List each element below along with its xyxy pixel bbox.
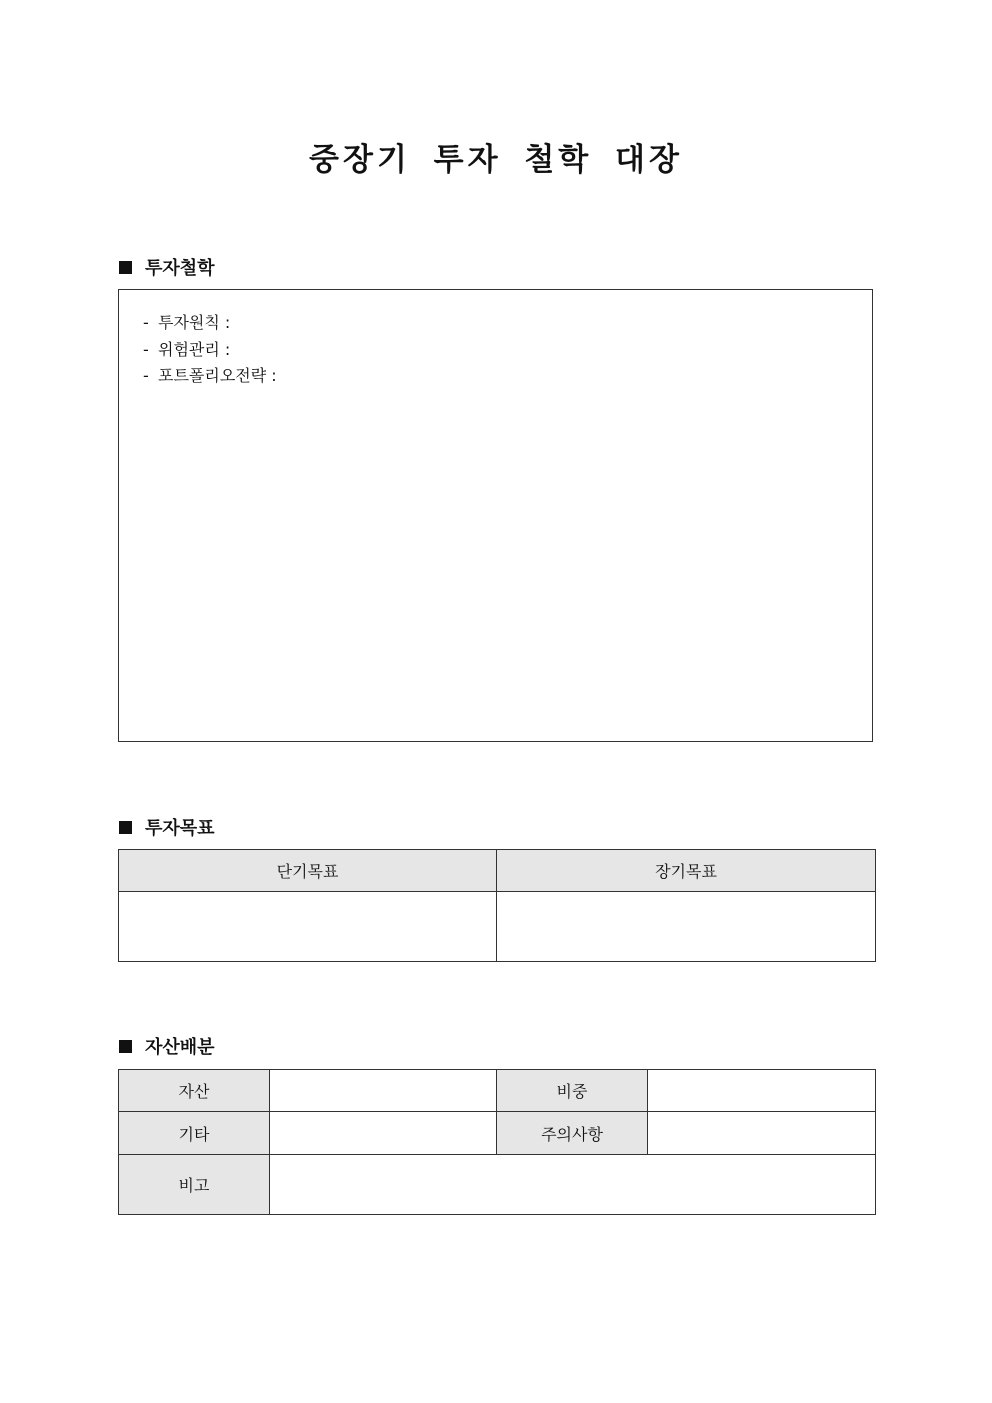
other-value-cell[interactable] — [270, 1112, 497, 1155]
philosophy-line-label: 위험관리 : — [158, 339, 231, 359]
caution-label: 주의사항 — [497, 1112, 648, 1155]
philosophy-box[interactable] — [118, 289, 873, 742]
philosophy-line-risk — [143, 337, 872, 364]
caution-value-cell[interactable] — [648, 1112, 876, 1155]
goals-table — [118, 849, 876, 962]
square-bullet-icon — [119, 1040, 132, 1053]
table-row — [119, 1112, 876, 1155]
note-label: 비고 — [119, 1155, 270, 1215]
asset-label: 자산 — [119, 1070, 270, 1112]
asset-value-cell[interactable] — [270, 1070, 497, 1112]
dash-mark: - — [143, 366, 149, 385]
philosophy-line-label: 포트폴리오전략 : — [158, 366, 277, 385]
philosophy-line-label: 투자원칙 : — [158, 313, 231, 332]
philosophy-line-principle — [143, 310, 872, 337]
note-value-cell[interactable] — [270, 1155, 876, 1215]
allocation-heading-label: 자산배분 — [145, 1037, 215, 1058]
dash-mark: - — [143, 313, 149, 332]
philosophy-section-heading — [119, 254, 215, 280]
goals-heading-label: 투자목표 — [145, 818, 215, 839]
goals-header-row — [119, 850, 876, 892]
short-term-goal-header: 단기목표 — [119, 850, 497, 892]
goals-value-row — [119, 892, 876, 962]
short-term-goal-cell[interactable] — [119, 892, 497, 962]
weight-label: 비중 — [497, 1070, 648, 1112]
other-label: 기타 — [119, 1112, 270, 1155]
table-row — [119, 1070, 876, 1112]
square-bullet-icon — [119, 821, 132, 834]
long-term-goal-header: 장기목표 — [497, 850, 876, 892]
weight-value-cell[interactable] — [648, 1070, 876, 1112]
long-term-goal-cell[interactable] — [497, 892, 876, 962]
dash-mark: - — [143, 339, 149, 359]
allocation-section-heading — [119, 1033, 215, 1059]
page-title: 중장기 투자 철학 대장 — [309, 142, 683, 178]
table-row — [119, 1155, 876, 1215]
allocation-table — [118, 1069, 876, 1215]
square-bullet-icon — [119, 261, 132, 274]
philosophy-heading-label: 투자철학 — [145, 258, 215, 279]
goals-section-heading — [119, 814, 215, 840]
philosophy-line-portfolio — [143, 363, 872, 390]
